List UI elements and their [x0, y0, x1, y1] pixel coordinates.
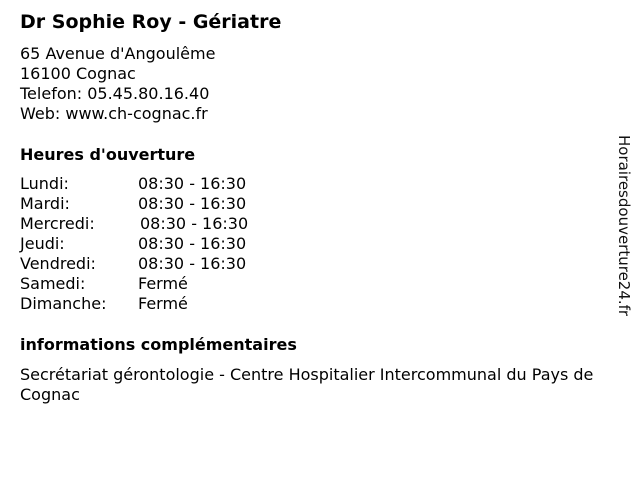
- phone-number[interactable]: Telefon: 05.45.80.16.40: [20, 84, 210, 103]
- hours-time: Fermé: [138, 294, 188, 313]
- hours-time: 08:30 - 16:30: [138, 194, 247, 213]
- website-link[interactable]: Web: www.ch-cognac.fr: [20, 104, 208, 123]
- opening-hours-heading: Heures d'ouverture: [20, 145, 196, 164]
- hours-time: 08:30 - 16:30: [140, 214, 249, 233]
- additional-info-heading: informations complémentaires: [20, 335, 297, 354]
- site-watermark: Horairesdouverture24.fr: [615, 135, 633, 317]
- page-title: Dr Sophie Roy - Gériatre: [20, 11, 282, 33]
- hours-day: Mardi:: [20, 194, 70, 213]
- hours-day: Jeudi:: [20, 234, 65, 253]
- hours-day: Vendredi:: [20, 254, 96, 273]
- hours-time: 08:30 - 16:30: [138, 174, 247, 193]
- hours-day: Mercredi:: [20, 214, 95, 233]
- hours-time: 08:30 - 16:30: [138, 234, 247, 253]
- city-address: 16100 Cognac: [20, 64, 136, 83]
- hours-day: Samedi:: [20, 274, 86, 293]
- hours-day: Dimanche:: [20, 294, 107, 313]
- hours-time: 08:30 - 16:30: [138, 254, 247, 273]
- address-block: [20, 44, 215, 124]
- hours-day: Lundi:: [20, 174, 69, 193]
- street-address: 65 Avenue d'Angoulême: [20, 44, 216, 63]
- additional-info-text: Secrétariat gérontologie - Centre Hospitalier Intercommunal du Pays de Cognac: [20, 365, 594, 404]
- hours-time: Fermé: [138, 274, 188, 293]
